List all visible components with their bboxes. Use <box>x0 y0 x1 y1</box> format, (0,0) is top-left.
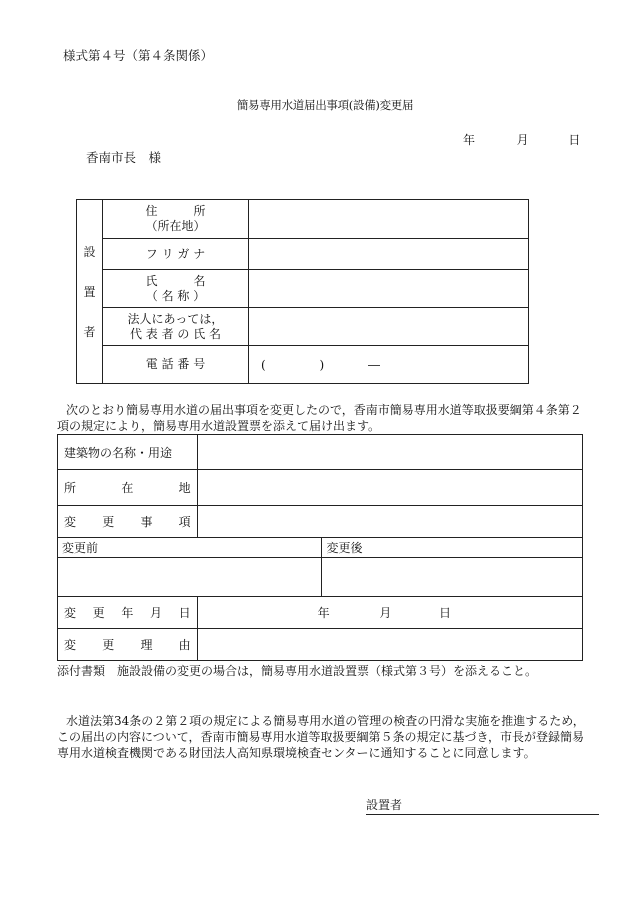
attachment-note: 添付書類 施設設備の変更の場合は，簡易専用水道設置票（様式第３号）を添えること。 <box>57 664 538 678</box>
representative-field[interactable] <box>249 308 529 346</box>
consent-line-3: 専用水道検査機関である財団法人高知県環境検査センターに通知することに同意します。 <box>57 746 536 760</box>
change-date-field[interactable]: 年 月 日 <box>197 597 582 629</box>
consent-line-1: 水道法第34条の２第２項の規定による簡易専用水道の管理の検査の円滑な実施を推進するため， <box>66 714 585 728</box>
signature-line[interactable] <box>366 796 599 815</box>
before-label: 変更前 <box>58 538 322 558</box>
change-item-label: 変更事項 <box>58 506 198 538</box>
intro-line-1: 次のとおり簡易専用水道の届出事項を変更したので，香南市簡易専用水道等取扱要綱第４条第２ <box>66 403 582 417</box>
name-label: 氏 名 （ 名 称 ） <box>103 270 249 308</box>
applicant-table <box>76 199 529 384</box>
location-label: 所在地 <box>58 470 198 506</box>
addressee: 香南市長 様 <box>86 150 162 165</box>
applicant-side-label: 設 置 者 <box>77 200 103 384</box>
furigana-field[interactable] <box>249 239 529 270</box>
change-date-label: 変更年月日 <box>58 597 198 629</box>
after-field[interactable] <box>322 558 583 597</box>
reason-label: 変更理由 <box>58 629 198 661</box>
building-label: 建築物の名称・用途 <box>58 435 198 470</box>
change-item-field[interactable] <box>197 506 582 538</box>
form-number: 様式第４号（第４条関係） <box>63 48 214 63</box>
reason-field[interactable] <box>197 629 582 661</box>
signature-label: 設置者 <box>366 798 403 812</box>
furigana-label: フ リ ガ ナ <box>103 239 249 270</box>
after-label: 変更後 <box>322 538 583 558</box>
before-field[interactable] <box>58 558 322 597</box>
date-day: 日 <box>568 133 581 147</box>
representative-label: 法人にあっては， 代 表 者 の 氏 名 <box>103 308 249 346</box>
date-year: 年 <box>463 133 476 147</box>
date-month: 月 <box>516 133 529 147</box>
building-field[interactable] <box>197 435 582 470</box>
change-table <box>57 434 583 661</box>
document-title: 簡易専用水道届出事項(設備)変更届 <box>236 98 414 112</box>
address-label: 住 所 （所在地） <box>103 200 249 239</box>
consent-line-2: この届出の内容について，香南市簡易専用水道等取扱要綱第５条の規定に基づき，市長が登録簡易 <box>57 730 585 744</box>
intro-line-2: 項の規定により，簡易専用水道設置票を添えて届け出ます。 <box>57 419 381 433</box>
address-field[interactable] <box>249 200 529 239</box>
location-field[interactable] <box>197 470 582 506</box>
phone-label: 電 話 番 号 <box>103 346 249 384</box>
phone-field[interactable]: ( ) ― <box>249 346 529 384</box>
name-field[interactable] <box>249 270 529 308</box>
submission-date <box>463 131 580 148</box>
